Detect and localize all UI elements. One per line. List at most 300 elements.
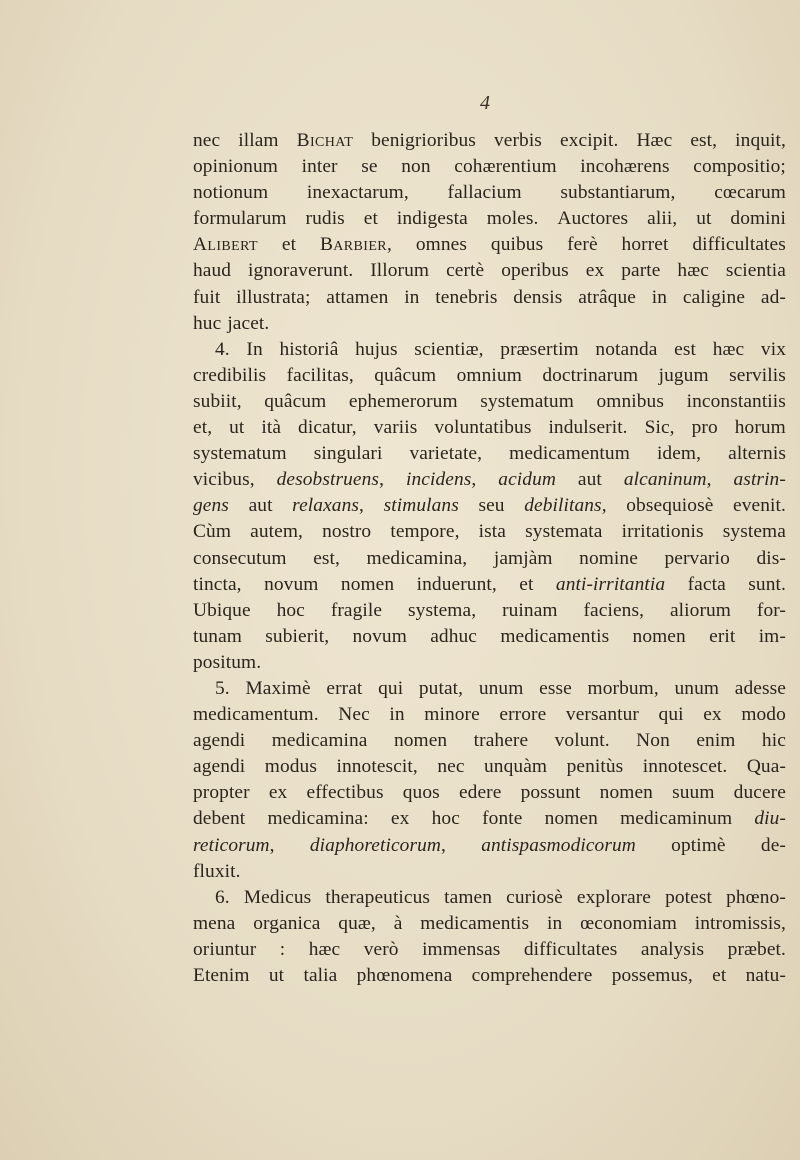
word [414, 337, 483, 363]
word [193, 702, 319, 728]
word [556, 572, 665, 598]
word-part: nec [193, 130, 221, 151]
word-part: morbum, [587, 677, 659, 699]
word-part: notionum [193, 182, 269, 204]
word [420, 911, 529, 937]
word [539, 676, 572, 702]
word-part: verbis [493, 130, 542, 151]
word [272, 728, 368, 754]
word [645, 415, 675, 441]
word [269, 780, 288, 806]
word [746, 963, 786, 989]
word-part: unum [674, 677, 720, 699]
word [759, 624, 786, 650]
word [747, 754, 786, 780]
text-line [193, 780, 786, 806]
word-part: Nec [338, 704, 370, 726]
word-part: possunt [520, 782, 581, 804]
word [478, 493, 504, 519]
word [264, 572, 318, 598]
word-part: alii, [647, 208, 678, 230]
word [578, 285, 636, 311]
word [336, 754, 417, 780]
word-part: præbet. [727, 938, 786, 960]
word [687, 389, 786, 415]
word-part: unum [478, 677, 524, 699]
word-part: scientia [725, 260, 786, 282]
word-part: talia [303, 965, 338, 986]
word-part: In [246, 338, 263, 360]
word-part: quibus [490, 234, 544, 256]
word-part: quos [402, 782, 440, 804]
word [193, 363, 266, 389]
word-part: Hæc [636, 130, 673, 151]
word [215, 337, 230, 363]
word-part: non [401, 156, 431, 178]
word [487, 206, 539, 232]
word-part: penitùs [566, 756, 624, 778]
word [397, 206, 468, 232]
text-line [193, 467, 786, 493]
word [193, 493, 229, 519]
word-part: novum [352, 625, 407, 647]
word [306, 206, 345, 232]
word [652, 285, 667, 311]
word-part: erit [709, 625, 736, 647]
word-part: Sic, [644, 417, 675, 439]
word-part: alternis [728, 443, 786, 465]
word-part: systema, [408, 599, 477, 621]
word-part: innotescet. [642, 756, 728, 778]
word [193, 285, 220, 311]
word-part: omnes [415, 234, 468, 256]
text-line [193, 441, 786, 467]
word [302, 154, 338, 180]
word-part: inter [301, 156, 338, 178]
word [754, 806, 786, 832]
word-part: medicamina: [267, 808, 369, 830]
word-part: horum [734, 417, 786, 439]
word [193, 311, 221, 337]
word [267, 806, 368, 832]
word-part: œconomiam [580, 912, 677, 934]
word [434, 415, 531, 441]
word-part: aut [577, 469, 602, 491]
word [253, 911, 320, 937]
word [480, 389, 574, 415]
word-part: , [441, 834, 446, 856]
word-part: sunt. [748, 573, 786, 595]
word [714, 180, 786, 206]
word [542, 363, 638, 389]
word-part: minore [424, 704, 480, 726]
word [472, 963, 593, 989]
word [215, 676, 230, 702]
word-part: inexactarum, [306, 182, 409, 204]
word-part: debent [193, 808, 246, 830]
word-part: , [269, 834, 275, 856]
word-part: enim [696, 730, 736, 752]
word-part: ad- [760, 286, 786, 308]
word-part: voluntatibus [434, 417, 532, 439]
word-part: dicatur, [298, 417, 357, 439]
word [622, 232, 669, 258]
word-part: ità [261, 417, 282, 439]
word [280, 937, 286, 963]
word [762, 728, 786, 754]
word [244, 885, 311, 911]
word [298, 415, 357, 441]
word [580, 154, 669, 180]
word-part: ut [696, 208, 712, 230]
word [282, 232, 296, 258]
word [193, 546, 287, 572]
text-line [193, 258, 786, 284]
word [297, 128, 354, 154]
word-part: inconstantiis [686, 390, 786, 412]
word-part: stimulans [383, 495, 459, 517]
word-part: compositio; [693, 156, 786, 178]
text-line [193, 754, 786, 780]
word-part: im- [758, 625, 786, 647]
word [664, 546, 729, 572]
word [586, 258, 605, 284]
word-part: obsequiosè [626, 495, 714, 517]
word-part: vix [760, 338, 786, 360]
word [390, 519, 459, 545]
word [482, 806, 522, 832]
word [672, 780, 714, 806]
word-part: atrâque [578, 286, 636, 308]
word-part: adesse [734, 677, 786, 699]
word [621, 258, 660, 284]
word-part: de- [760, 834, 786, 856]
word-part: natu- [745, 965, 786, 986]
word-part: Ubique [193, 599, 251, 621]
word-part: jugum [658, 364, 709, 386]
word-part: alcaninum [623, 469, 707, 491]
word-part: inquit, [735, 130, 786, 151]
word [709, 624, 735, 650]
word [756, 546, 786, 572]
word [422, 937, 500, 963]
word-part: Bichat [296, 130, 354, 151]
word-part: tempore, [390, 521, 460, 543]
word-part: gens [193, 495, 229, 517]
word-part: formularum [193, 208, 287, 230]
text-line [193, 206, 786, 232]
word-part: ferè [567, 234, 598, 256]
word [502, 598, 558, 624]
word [261, 415, 281, 441]
word [227, 311, 269, 337]
word-part: jamjàm [493, 547, 553, 569]
word [417, 572, 497, 598]
word [547, 911, 562, 937]
word-part: fragile [330, 599, 383, 621]
word-part: evenit. [733, 495, 786, 517]
word-part: tincta, [193, 573, 242, 595]
word-part: , [359, 495, 364, 517]
word [193, 650, 261, 676]
word [419, 676, 463, 702]
word-part: potest [665, 886, 713, 908]
word-part: , [471, 469, 477, 491]
word-part: fuit [193, 286, 221, 308]
word-part: seu [478, 495, 505, 517]
word-part: ex [390, 808, 410, 830]
word-part: desobstruens [276, 469, 380, 491]
word [647, 206, 677, 232]
word-part: præsertim [500, 338, 579, 360]
word [193, 963, 250, 989]
word [403, 780, 440, 806]
word-part: errat [326, 677, 363, 699]
word-part: est, [690, 130, 718, 151]
word-part: et [363, 208, 378, 230]
word [494, 546, 553, 572]
word-part: fallacium [447, 182, 522, 204]
word-part: medicamentis [420, 912, 530, 934]
word [193, 859, 241, 885]
text-line [193, 702, 786, 728]
word [310, 833, 446, 859]
word [567, 232, 598, 258]
word-part: credibilis [193, 364, 267, 386]
word-part: ruinam [502, 599, 558, 621]
word-part: ex [703, 704, 722, 726]
word-part: agendi [193, 756, 246, 778]
word [338, 702, 370, 728]
word-part: Qua- [746, 756, 786, 778]
word [264, 389, 326, 415]
word [277, 598, 305, 624]
word-part: Illorum [370, 260, 430, 282]
word [479, 519, 506, 545]
word [671, 833, 725, 859]
word [636, 128, 672, 154]
word [193, 624, 242, 650]
word [193, 728, 245, 754]
word-part: cohærentium [454, 156, 557, 178]
word [320, 232, 392, 258]
word-part: substantiarum, [560, 182, 676, 204]
word [641, 937, 704, 963]
word-part: fluxit. [193, 860, 241, 882]
word [584, 598, 645, 624]
word-part: ut [268, 965, 285, 986]
word-part: therapeuticus [325, 886, 431, 908]
word [557, 206, 628, 232]
word-part: medicaminum [620, 808, 733, 830]
word [626, 493, 713, 519]
word-part: ut [229, 417, 245, 439]
word-part: agendi [193, 730, 246, 752]
word-part: et [519, 573, 534, 595]
word [636, 728, 670, 754]
word-part: ex [585, 260, 605, 282]
word [326, 285, 388, 311]
word-part: facta [687, 573, 726, 595]
text-line [193, 859, 786, 885]
word [361, 154, 377, 180]
word-part: esse [539, 677, 572, 699]
word [338, 911, 376, 937]
word-part: Barbier [319, 234, 388, 256]
word-part: mena [193, 912, 236, 934]
word-part: oriuntur [193, 938, 257, 960]
word-part: est [674, 338, 697, 360]
word-part: Cùm [193, 521, 232, 543]
word [389, 702, 404, 728]
word-part: verò [363, 938, 399, 960]
word [238, 128, 278, 154]
word-part: indulserit. [548, 417, 628, 439]
word-part: Medicus [243, 886, 312, 908]
word [567, 754, 624, 780]
word [677, 258, 709, 284]
word-part: hæc [712, 338, 745, 360]
word [730, 206, 786, 232]
word-part: huc [193, 312, 222, 334]
word [435, 285, 497, 311]
word [726, 258, 786, 284]
word-part: se [361, 156, 378, 178]
word [193, 232, 258, 258]
word [484, 754, 547, 780]
word [444, 885, 492, 911]
word-part: hujus [355, 338, 398, 360]
word-part: curiosè [506, 886, 563, 908]
word [314, 441, 383, 467]
word [633, 624, 686, 650]
word [309, 937, 341, 963]
word [659, 363, 709, 389]
word-part: systematum [193, 443, 287, 465]
word [448, 180, 522, 206]
word-part: : [279, 938, 286, 960]
word [688, 572, 726, 598]
word [690, 128, 717, 154]
word-part: fonte [482, 808, 523, 830]
word [437, 754, 464, 780]
word [579, 546, 638, 572]
word [500, 337, 578, 363]
word [696, 206, 711, 232]
word [341, 572, 394, 598]
word [277, 467, 384, 493]
word-part: for- [756, 599, 786, 621]
word-part: in [547, 912, 563, 934]
word-part: optimè [671, 834, 726, 856]
text-line [193, 937, 786, 963]
word-part: omnium [456, 364, 522, 386]
word [236, 285, 310, 311]
word [193, 128, 220, 154]
word [524, 493, 606, 519]
word [401, 154, 430, 180]
word [370, 258, 429, 284]
word [250, 519, 303, 545]
word [325, 885, 430, 911]
word [729, 363, 786, 389]
word-part: domini [730, 208, 786, 230]
word [193, 780, 250, 806]
word-part: immensas [422, 938, 501, 960]
word [374, 415, 418, 441]
word [734, 467, 786, 493]
text-line [193, 885, 786, 911]
word [406, 467, 476, 493]
word [193, 441, 287, 467]
text-line [193, 154, 786, 180]
word-part: putat, [418, 677, 464, 699]
word [524, 937, 618, 963]
word [657, 441, 701, 467]
word-part: diaphoreticorum [309, 834, 441, 856]
word-part: tamen [444, 886, 493, 908]
word-part: qui [658, 704, 684, 726]
word-part: nostro [322, 521, 372, 543]
word [193, 258, 231, 284]
word-part: , [601, 495, 607, 517]
word-part: quæ, [338, 912, 376, 934]
word-part: tunam [193, 625, 242, 647]
word [703, 702, 722, 728]
word [735, 676, 786, 702]
word [364, 937, 399, 963]
word-part: doctrinarum [542, 364, 639, 386]
word-part: acidum [498, 469, 556, 491]
word-part: hæc [677, 260, 709, 282]
word [307, 780, 384, 806]
word [331, 598, 382, 624]
word-part: difficultates [692, 234, 786, 256]
word-part: nomen [393, 730, 448, 752]
word [588, 676, 659, 702]
word [545, 806, 598, 832]
word-part: ducere [733, 782, 786, 804]
word-part: varietate, [409, 443, 483, 465]
word [580, 911, 677, 937]
word-part: comprehendere [471, 965, 593, 986]
word [367, 546, 468, 572]
word-part: autem, [250, 521, 303, 543]
word-part: medicamina, [366, 547, 468, 569]
word-part: quâcum [264, 390, 327, 412]
word-part: difficultates [523, 938, 618, 960]
word [712, 963, 726, 989]
word [474, 728, 529, 754]
word-part: possemus, [611, 965, 693, 986]
word-part: vicibus, [193, 469, 255, 491]
word [728, 937, 786, 963]
word-part: faciens, [583, 599, 645, 621]
word-part: medicamina [271, 730, 368, 752]
word-part: astrin- [733, 469, 786, 491]
word-part: in [404, 286, 420, 308]
word [741, 702, 786, 728]
word [735, 415, 786, 441]
word [597, 389, 665, 415]
word [454, 154, 556, 180]
text-line [193, 598, 786, 624]
word [229, 415, 244, 441]
word-part: unquàm [484, 756, 548, 778]
word [313, 546, 340, 572]
word [265, 754, 317, 780]
word [364, 206, 378, 232]
